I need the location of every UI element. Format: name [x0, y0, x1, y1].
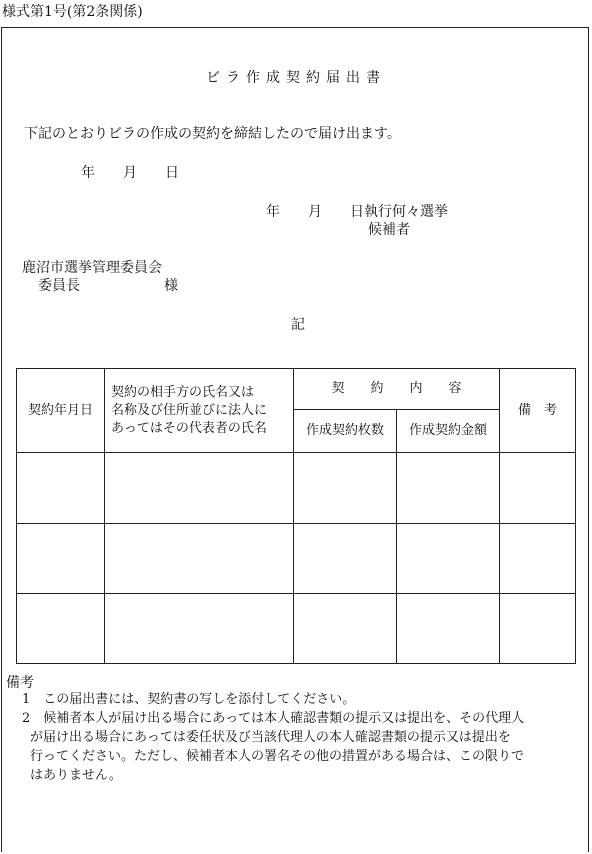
header-contract-party-line: 名称及び住所並びに法人に	[111, 402, 268, 418]
table-row	[17, 453, 576, 524]
cell-amount[interactable]	[397, 453, 500, 524]
cell-remarks[interactable]	[500, 594, 576, 664]
table-row	[17, 524, 576, 594]
form-number-label: 様式第1号(第2条関係)	[2, 4, 143, 20]
cell-date[interactable]	[17, 453, 105, 524]
header-contract-party-line: あってはその代表者の氏名	[111, 420, 267, 436]
header-contract-party	[105, 369, 294, 453]
cell-amount[interactable]	[397, 594, 500, 664]
cell-party[interactable]	[105, 524, 294, 594]
chair-addressee: 委員長 様	[38, 278, 178, 294]
cell-sheets[interactable]	[294, 524, 397, 594]
note-item-2-cont: はありません。	[30, 768, 122, 783]
notes-heading: 備考	[6, 675, 34, 691]
election-line: 年 月 日執行何々選挙	[266, 204, 448, 220]
ki-label: 記	[291, 317, 305, 333]
header-contract-party-line: 契約の相手方の氏名又は	[111, 384, 255, 400]
header-contract-date: 契約年月日	[17, 369, 105, 453]
header-contract-content: 契 約 内 容	[294, 369, 500, 410]
cell-sheets[interactable]	[294, 594, 397, 664]
header-sheet-count: 作成契約枚数	[294, 410, 397, 453]
candidate-line: 候補者	[368, 222, 410, 238]
cell-party[interactable]	[105, 453, 294, 524]
note-item-2-cont: 行ってください。ただし、候補者本人の署名その他の措置がある場合は、この限りで	[30, 749, 525, 764]
header-amount: 作成契約金額	[397, 410, 500, 453]
cell-amount[interactable]	[397, 524, 500, 594]
note-item-1: 1 この届出書には、契約書の写しを添付してください。	[22, 692, 356, 707]
cell-party[interactable]	[105, 594, 294, 664]
header-remarks: 備 考	[500, 369, 576, 453]
committee-name: 鹿沼市選挙管理委員会	[22, 260, 162, 276]
cell-remarks[interactable]	[500, 524, 576, 594]
contract-table	[16, 368, 576, 664]
intro-text: 下記のとおりビラの作成の契約を締結したので届け出ます。	[24, 126, 401, 142]
note-item-2-cont: が届け出る場合にあっては委任状及び当該代理人の本人確認書類の提示又は提出を	[30, 730, 511, 745]
cell-date[interactable]	[17, 524, 105, 594]
note-item-2: 2 候補者本人が届け出る場合にあっては本人確認書類の提示又は提出を、その代理人	[22, 711, 525, 726]
submission-date-line: 年 月 日	[81, 165, 179, 181]
document-title: ビラ作成契約届出書	[206, 70, 386, 86]
cell-remarks[interactable]	[500, 453, 576, 524]
cell-date[interactable]	[17, 594, 105, 664]
cell-sheets[interactable]	[294, 453, 397, 524]
table-row	[17, 594, 576, 664]
